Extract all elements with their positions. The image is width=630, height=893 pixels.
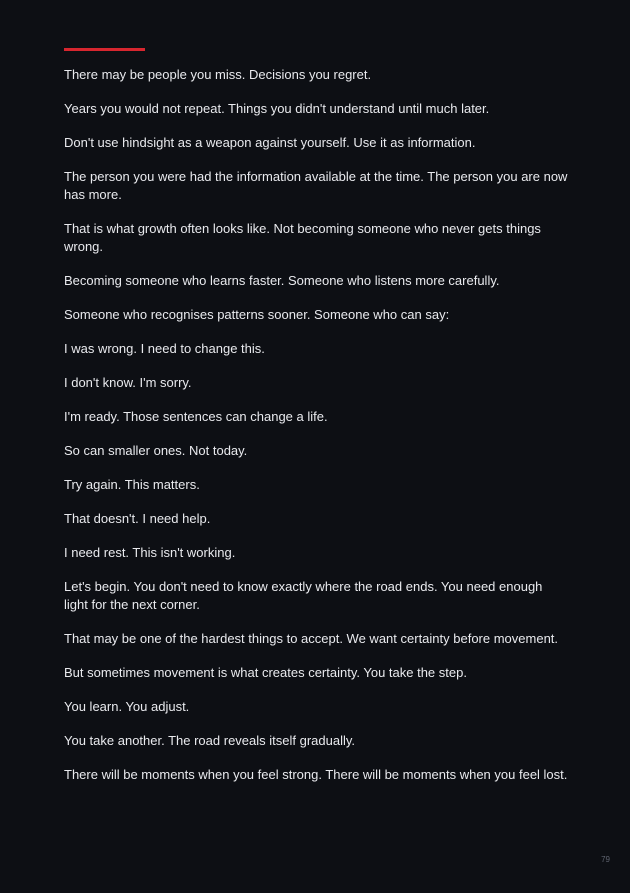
accent-rule — [64, 48, 145, 51]
paragraph: So can smaller ones. Not today. — [64, 443, 248, 458]
paragraph: That doesn't. I need help. — [64, 511, 211, 526]
paragraph: Years you would not repeat. Things you didn't understand until much later. — [64, 101, 490, 116]
paragraph: You take another. The road reveals itself gradually. — [64, 733, 356, 748]
paragraph: Try again. This matters. — [64, 477, 200, 492]
paragraph: Someone who recognises patterns sooner. Someone who can say: — [64, 307, 450, 322]
page-number: 79 — [601, 855, 610, 864]
paragraph: The person you were had the information available at the time. The person you are now has more. — [64, 169, 568, 202]
paragraph: That may be one of the hardest things to accept. We want certainty before movement. — [64, 631, 559, 646]
paragraph: There will be moments when you feel strong. There will be moments when you feel lost. — [64, 767, 568, 782]
body-text — [64, 66, 569, 800]
paragraph: I was wrong. I need to change this. — [64, 341, 265, 356]
paragraph: I'm ready. Those sentences can change a life. — [64, 409, 328, 424]
paragraph: I don't know. I'm sorry. — [64, 375, 192, 390]
paragraph: There may be people you miss. Decisions you regret. — [64, 67, 372, 82]
paragraph: Let's begin. You don't need to know exactly where the road ends. You need enough light for the next corner. — [64, 579, 543, 612]
paragraph: You learn. You adjust. — [64, 699, 190, 714]
paragraph: But sometimes movement is what creates certainty. You take the step. — [64, 665, 467, 680]
paragraph: Becoming someone who learns faster. Someone who listens more carefully. — [64, 273, 500, 288]
paragraph: I need rest. This isn't working. — [64, 545, 236, 560]
paragraph: Don't use hindsight as a weapon against yourself. Use it as information. — [64, 135, 476, 150]
paragraph: That is what growth often looks like. Not becoming someone who never gets things wrong. — [64, 221, 541, 254]
